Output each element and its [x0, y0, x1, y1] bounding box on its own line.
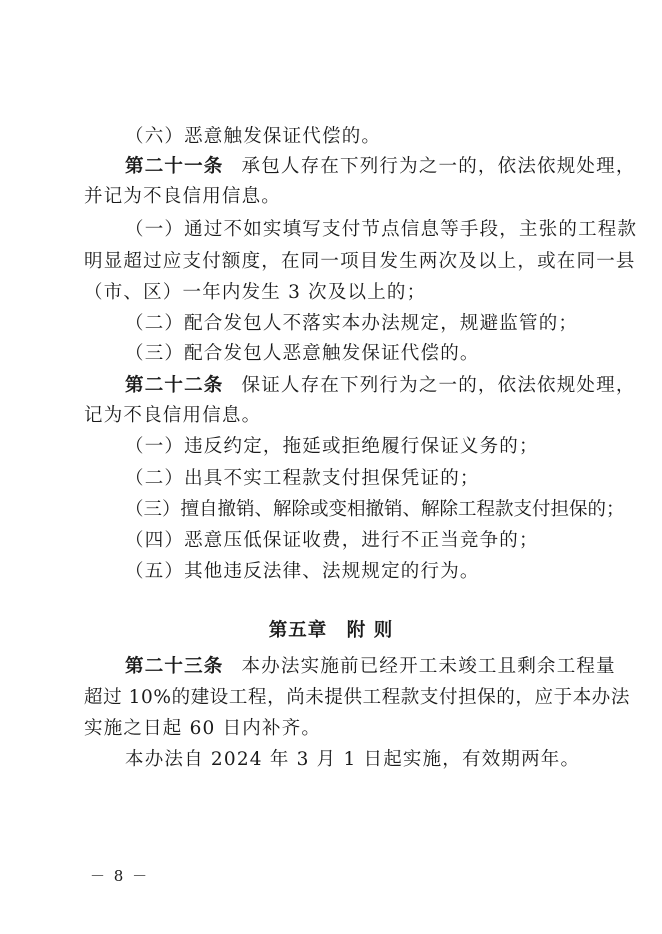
text-line: （六）恶意触发保证代偿的。: [125, 126, 382, 147]
text-line: 明显超过应支付额度，在同一项目发生两次及以上，或在同一县: [84, 251, 636, 272]
chapter-heading: 第五章 附 则: [268, 620, 394, 641]
article-23-label: 第二十三条: [125, 656, 224, 677]
text-line: （一）通过不如实填写支付节点信息等手段，主张的工程款: [125, 219, 638, 240]
article-22-label: 第二十二条: [125, 375, 224, 396]
text-line: （二）配合发包人不落实本办法规定，规避监管的；: [125, 313, 579, 334]
article-22-text: 保证人存在下列行为之一的，依法依规处理，: [241, 375, 636, 396]
article-23-text: 本办法实施前已经开工未竣工且剩余工程量: [241, 656, 616, 677]
article-21-text: 承包人存在下列行为之一的，依法依规处理，: [241, 156, 636, 177]
text-line: （四）恶意压低保证收费，进行不正当竞争的；: [125, 530, 539, 551]
text-line: （三）配合发包人恶意触发保证代偿的。: [125, 343, 480, 364]
text-line: （三）擅自撤销、解除或变相撤销、解除工程款支付担保的；: [125, 499, 625, 520]
article-21-first-line: [125, 155, 636, 179]
text-line: 本办法自 2024 年 3 月 1 日起实施，有效期两年。: [125, 749, 581, 770]
text-line: 实施之日起 60 日内补齐。: [84, 718, 322, 739]
text-line: 超过 10%的建设工程，尚未提供工程款支付担保的，应于本办法: [84, 687, 631, 708]
article-22-first-line: [125, 374, 636, 398]
text-line: （二）出具不实工程款支付担保凭证的；: [125, 468, 480, 489]
article-21-label: 第二十一条: [125, 156, 224, 177]
text-line: 并记为不良信用信息。: [84, 186, 282, 207]
page-number: － 8 －: [90, 867, 150, 885]
text-line: （一）违反约定，拖延或拒绝履行保证义务的；: [125, 436, 539, 457]
article-23-first-line: [125, 655, 616, 679]
text-line: 记为不良信用信息。: [84, 405, 262, 426]
text-line: （市、区）一年内发生 3 次及以上的；: [84, 282, 427, 303]
text-line: （五）其他违反法律、法规规定的行为。: [125, 561, 480, 582]
